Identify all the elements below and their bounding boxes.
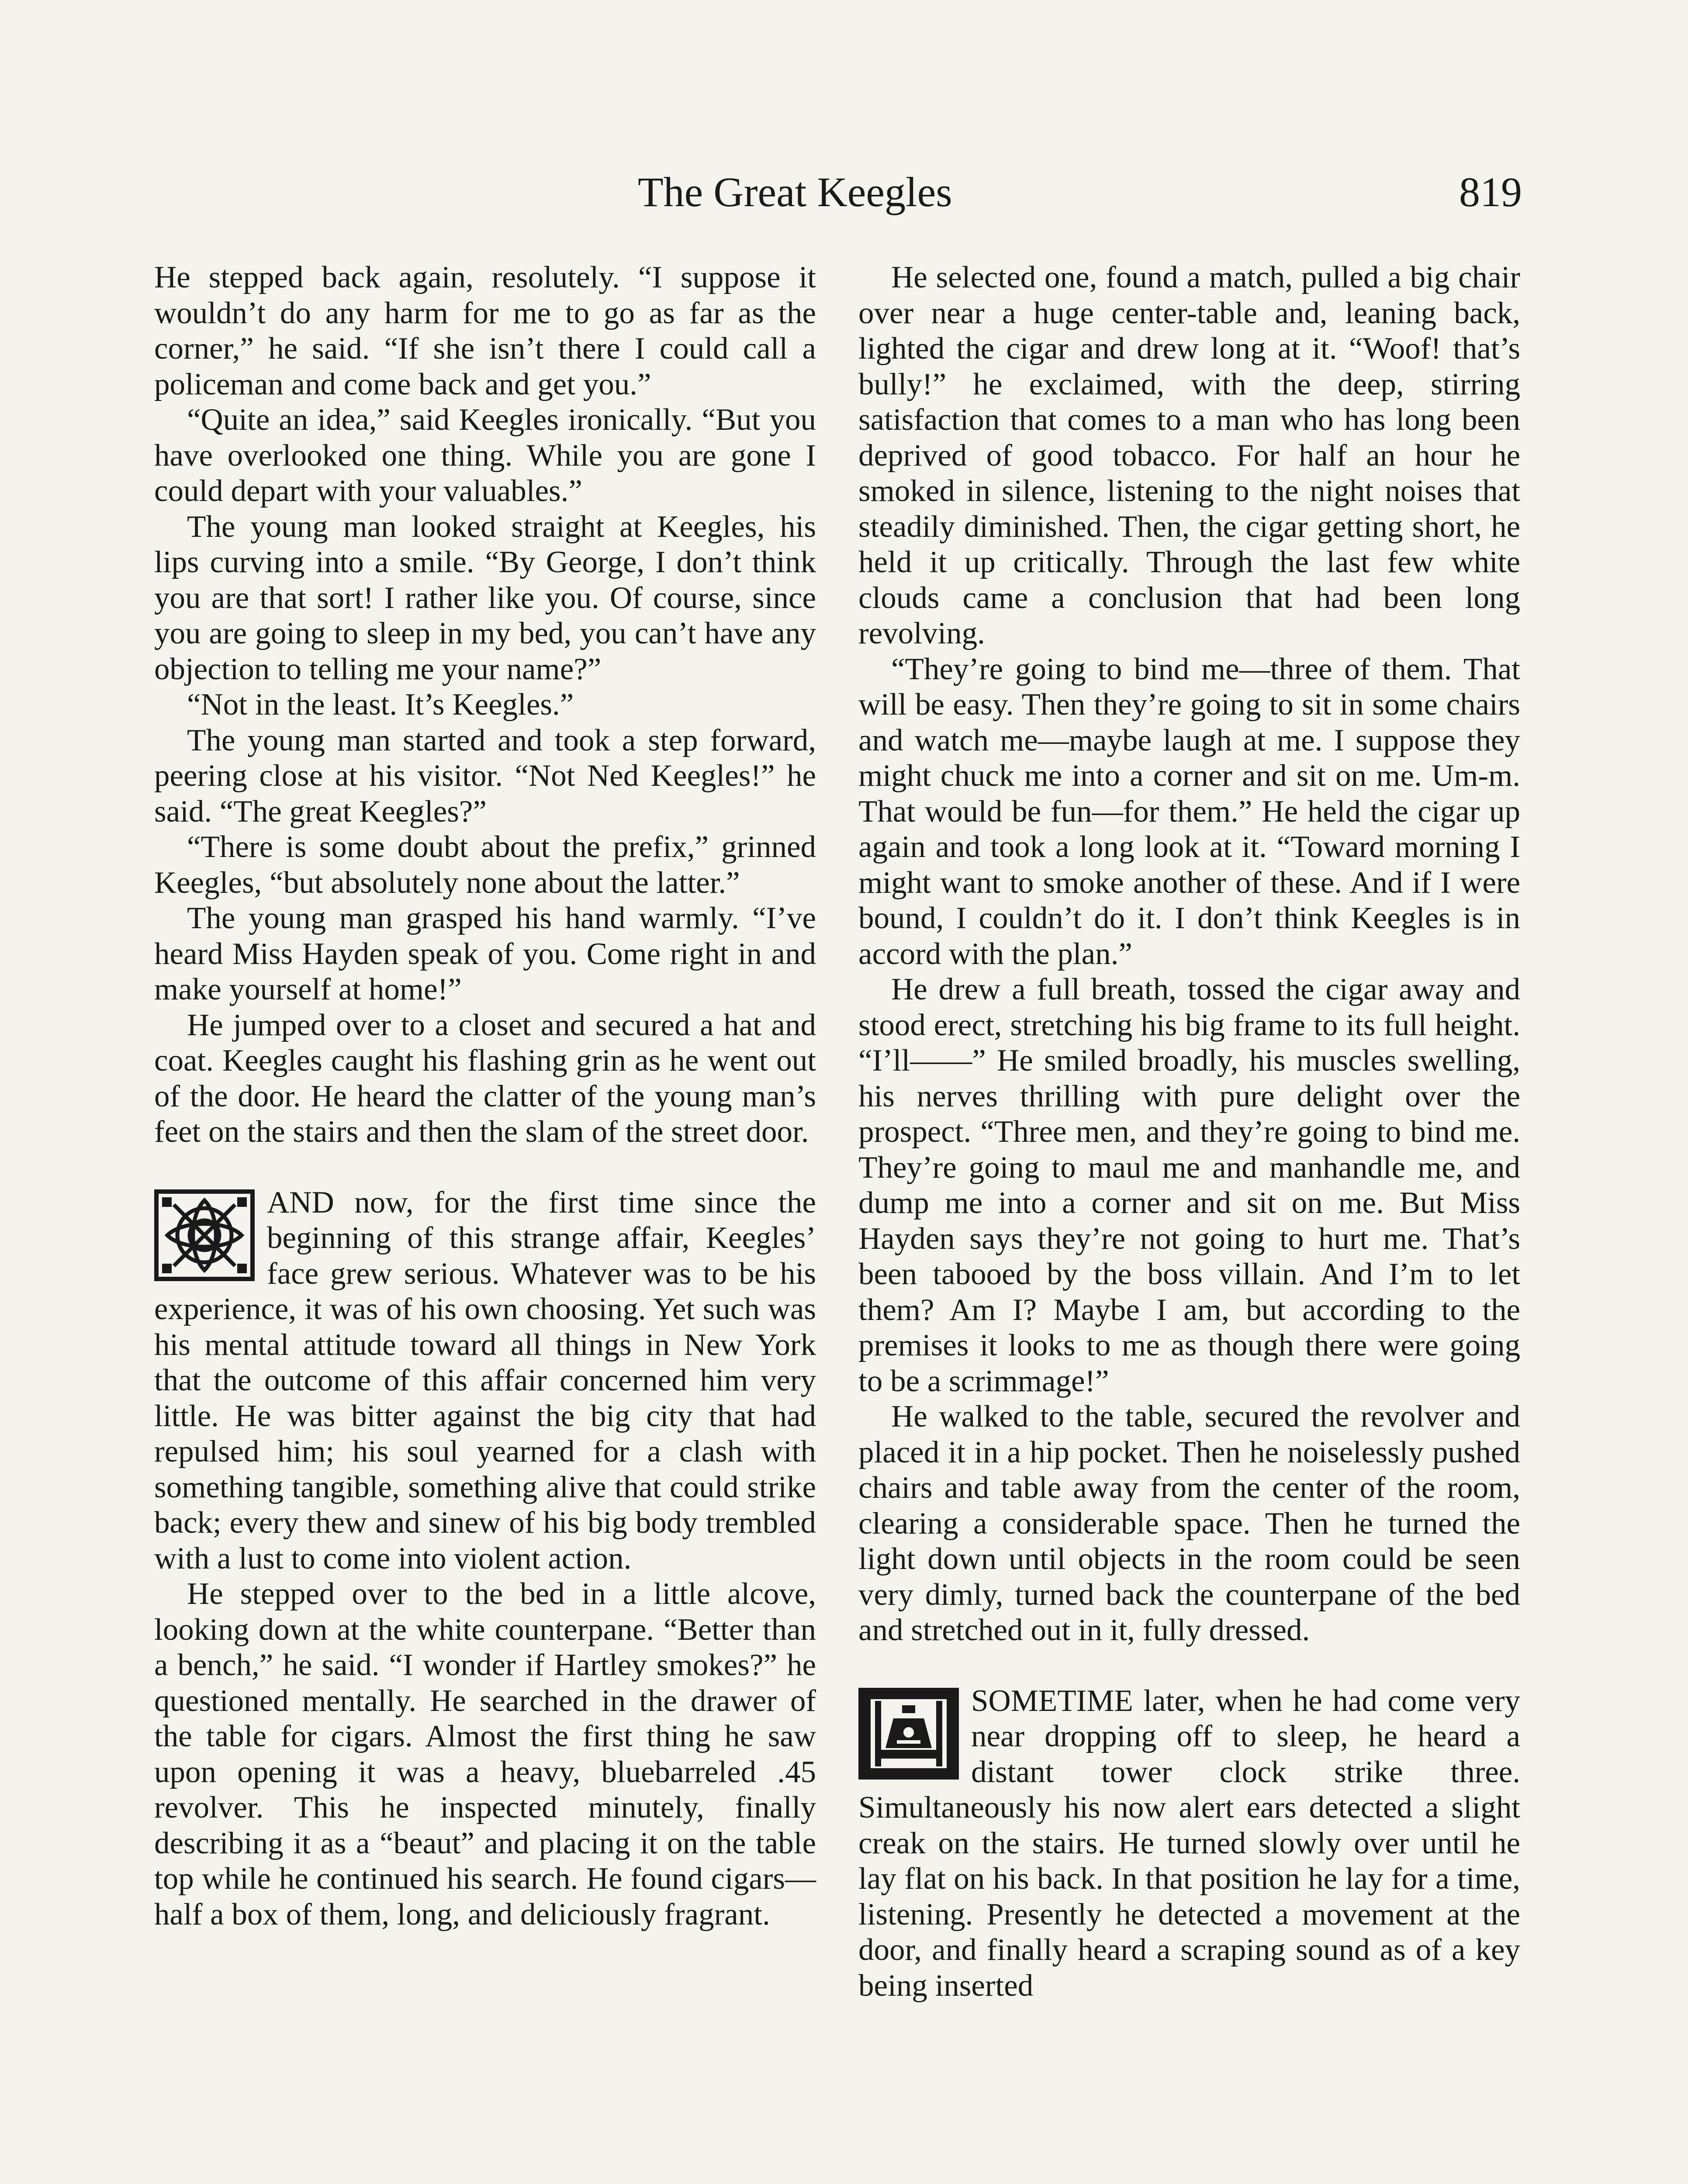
paragraph: “Quite an idea,” said Keegles ironically. “But you have overlooked one thing. While you are gone I could depart with your valuables.”: [154, 403, 816, 508]
paragraph: The young man looked straight at Keegles, his lips curving into a smile. “By George, I don’t think you are that sort! I rather like you. Of course, since you are going to sleep in my bed, you can’t have any objection to telling me your name?”: [154, 509, 816, 686]
section-break: [154, 1150, 816, 1185]
paragraph: The young man grasped his hand warmly. “I’ve heard Miss Hayden speak of you. Come right in and make yourself at home!”: [154, 901, 816, 1006]
paragraph: The young man started and took a step forward, peering close at his visitor. “Not Ned Keegles!” he said. “The great Keegles?”: [154, 723, 816, 829]
paragraph: “Not in the least. It’s Keegles.”: [187, 688, 574, 722]
section-opening: [858, 1683, 1520, 2004]
paragraph: “They’re going to bind me—three of them. That will be easy. Then they’re going to sit in some chairs and watch me—maybe laugh at me. I suppose they might chuck me into a corner and sit on me. Um-m. That would be fun—for them.” He held the cigar up again and took a long look at it. “Toward morning I might want to smoke another of these. And if I were bound, I couldn’t do it. I don’t think Keegles is in accord with the plan.”: [858, 652, 1520, 971]
paragraph: “There is some doubt about the prefix,” grinned Keegles, “but absolutely none about the latter.”: [154, 830, 816, 900]
paragraph: He walked to the table, secured the revolver and placed it in a hip pocket. Then he noiselessly pushed chairs and table away from the center of the room, clearing a considerable space. Then he turned the light down until objects in the room could be seen very dimly, turned back the counterpane of the bed and stretched out in it, fully dressed.: [858, 1400, 1520, 1647]
paragraph: He jumped over to a closet and secured a hat and coat. Keegles caught his flashing grin as he went out of the door. He heard the clatter of the young man’s feet on the stairs and then the slam of the street door.: [154, 1008, 816, 1149]
paragraph: He stepped back again, resolutely. “I suppose it wouldn’t do any harm for me to go as far as the corner,” he said. “If she isn’t there I could call a policeman and come back and get you.”: [154, 260, 816, 401]
paragraph: He drew a full breath, tossed the cigar away and stood erect, stretching his big frame to its full height. “I’ll——” He smiled broadly, his muscles swelling, his nerves thrilling with pure delight over the prospect. “Three men, and they’re going to bind me. They’re going to maul me and manhandle me, and dump me into a corner and sit on me. But Miss Hayden says they’re not going to hurt me. That’s been tabooed by the boss villain. And I’m to let them? Am I? Maybe I am, but according to the premises it looks to me as though there were going to be a scrimmage!”: [858, 972, 1520, 1398]
left-column: [154, 260, 816, 1932]
running-title: The Great Keegles: [638, 169, 952, 215]
section-opening: [154, 1185, 816, 1577]
paragraph: SOMETIME later, when he had come very near dropping off to sleep, he heard a distant tower clock strike three. Simultaneously his now alert ears detected a slight creak on the stairs. He turned slowly over until he lay flat on his back. In that position he lay for a time, listening. Presently he detected a movement at the door, and finally heard a scraping sound as of a key being inserted: [858, 1683, 1520, 2003]
right-column: [858, 260, 1520, 2004]
paragraph: He selected one, found a match, pulled a big chair over near a huge center-table and, leaning back, lighted the cigar and drew long at it. “Woof! that’s bully!” he exclaimed, with the deep, stirring satisfaction that comes to a man who has long been deprived of good tobacco. For half an hour he smoked in silence, listening to the night noises that steadily diminished. Then, the cigar getting short, he held it up critically. Through the last few white clouds came a conclusion that had been long revolving.: [858, 260, 1520, 650]
section-break: [858, 1648, 1520, 1683]
paragraph: AND now, for the first time since the beginning of this strange affair, Keegles’ face grew serious. Whatever was to be his experience, it was of his own choosing. Yet such was his mental attitude toward all things in New York that the outcome of this affair concerned him very little. He was bitter against the big city that had repulsed him; his soul yearned for a clash with something tangible, something alive that could strike back; every thew and sinew of his big body trembled with a lust to come into violent action.: [154, 1185, 816, 1576]
celtic-knot-icon: [154, 1189, 255, 1281]
paragraph: He stepped over to the bed in a little alcove, looking down at the white counterpane. “Better than a bench,” he said. “I wonder if Hartley smokes?” he questioned mentally. He searched in the drawer of the table for cigars. Almost the first thing he saw upon opening it was a heavy, bluebarreled .45 revolver. This he inspected minutely, finally describing it as a “beaut” and placing it on the table top while he continued his search. He found cigars—half a box of them, long, and deliciously fragrant.: [154, 1577, 816, 1932]
page-number: 819: [1459, 169, 1522, 215]
lamp-ornament-icon: [858, 1688, 959, 1780]
